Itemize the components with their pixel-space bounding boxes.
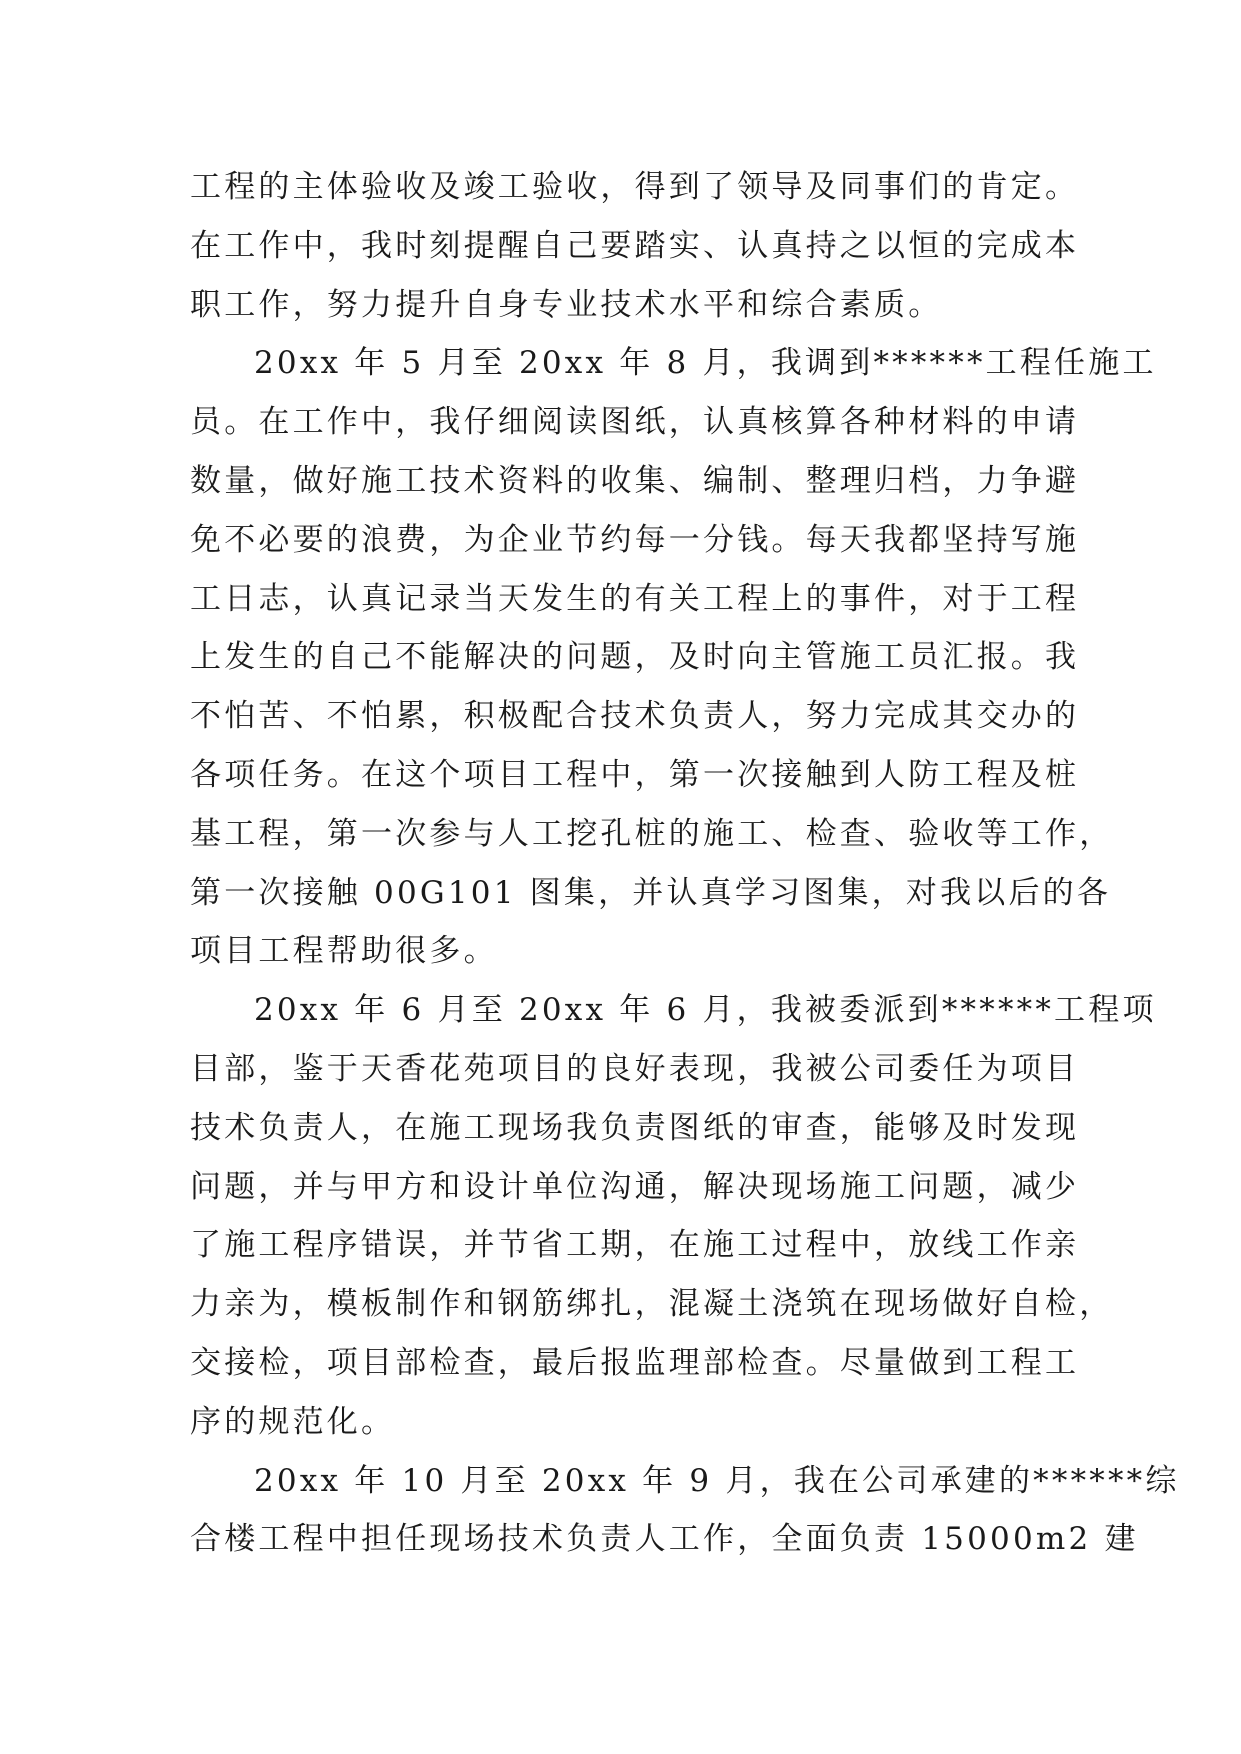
text-line: 了施工程序错误，并节省工期，在施工过程中，放线工作亲 xyxy=(190,1227,1080,1264)
text-line: 交接检，项目部检查，最后报监理部检查。尽量做到工程工 xyxy=(190,1344,1080,1381)
text-line: 项目工程帮助很多。 xyxy=(190,933,498,970)
text-line: 第一次接触 00G101 图集，并认真学习图集，对我以后的各 xyxy=(190,874,1112,911)
text-line: 力亲为，模板制作和钢筋绑扎，混凝土浇筑在现场做好自检， xyxy=(190,1286,1114,1323)
paragraph-first-line: 20xx 年 6 月至 20xx 年 6 月，我被委派到******工程项 xyxy=(254,992,1157,1029)
text-line: 免不必要的浪费，为企业节约每一分钱。每天我都坚持写施 xyxy=(190,521,1080,558)
paragraph-first-line: 20xx 年 5 月至 20xx 年 8 月，我调到******工程任施工 xyxy=(254,345,1157,382)
text-line: 职工作，努力提升自身专业技术水平和综合素质。 xyxy=(190,286,943,323)
text-line: 各项任务。在这个项目工程中，第一次接触到人防工程及桩 xyxy=(190,756,1080,793)
text-line: 工日志，认真记录当天发生的有关工程上的事件，对于工程 xyxy=(190,580,1080,617)
body-text xyxy=(190,158,1180,1569)
text-line: 在工作中，我时刻提醒自己要踏实、认真持之以恒的完成本 xyxy=(190,227,1080,264)
text-line: 目部，鉴于天香花苑项目的良好表现，我被公司委任为项目 xyxy=(190,1050,1080,1087)
text-line: 员。在工作中，我仔细阅读图纸，认真核算各种材料的申请 xyxy=(190,404,1080,441)
text-line: 工程的主体验收及竣工验收，得到了领导及同事们的肯定。 xyxy=(190,169,1080,205)
text-line: 序的规范化。 xyxy=(190,1403,396,1440)
text-line: 数量，做好施工技术资料的收集、编制、整理归档，力争避 xyxy=(190,462,1080,499)
text-line: 上发生的自己不能解决的问题，及时向主管施工员汇报。我 xyxy=(190,639,1080,676)
paragraph-first-line: 20xx 年 10 月至 20xx 年 9 月，我在公司承建的******综 xyxy=(254,1462,1180,1499)
text-line: 基工程，第一次参与人工挖孔桩的施工、检查、验收等工作， xyxy=(190,815,1114,852)
text-line: 合楼工程中担任现场技术负责人工作，全面负责 15000m2 建 xyxy=(190,1521,1139,1558)
text-line: 问题，并与甲方和设计单位沟通，解决现场施工问题，减少 xyxy=(190,1168,1080,1205)
text-line: 不怕苦、不怕累，积极配合技术负责人，努力完成其交办的 xyxy=(190,698,1080,735)
text-line: 技术负责人，在施工现场我负责图纸的审查，能够及时发现 xyxy=(190,1109,1080,1146)
